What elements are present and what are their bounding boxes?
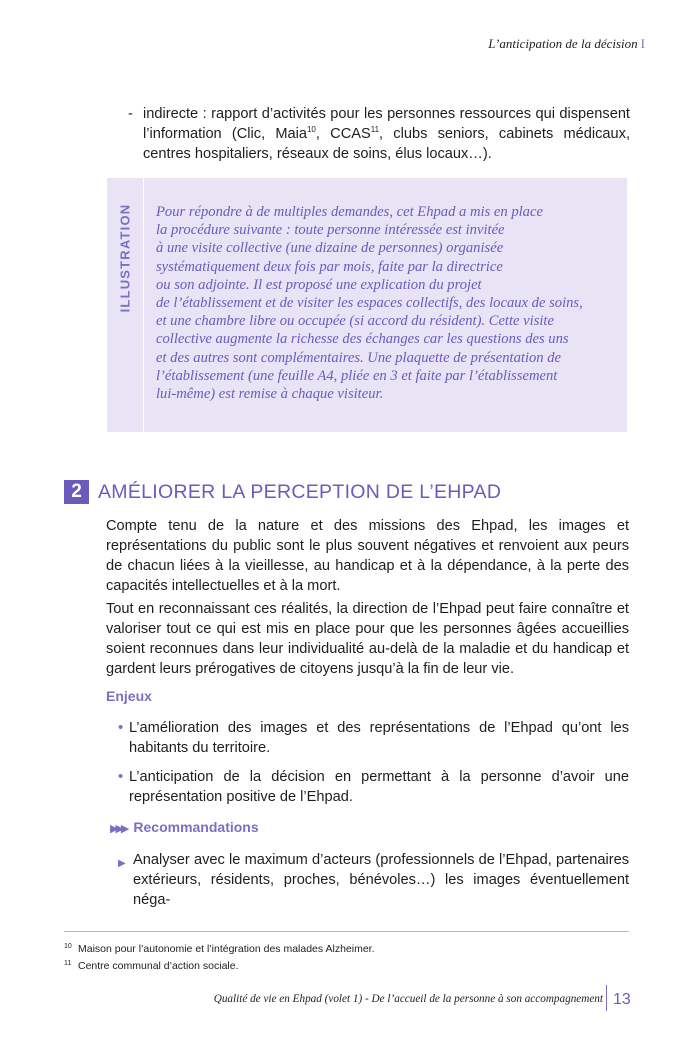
dash-text-part: indirecte : rapport d’activités pour les personnes ressources qui dispensent l’information (Clic, Maia (143, 106, 630, 142)
bullet-text: L’anticipation de la décision en permettant à la personne d’avoir une représentation positive de l’Ehpad. (129, 769, 629, 805)
bullet-text: L’amélioration des images et des représentations de l’Ehpad qu’ont les habitants du territoire. (129, 720, 629, 756)
running-header (488, 36, 645, 52)
bullet-item (118, 718, 629, 758)
dash-item-text (143, 104, 630, 164)
footnote (64, 943, 375, 955)
running-header-marker: I (640, 36, 645, 51)
recommendation-text: Analyser avec le maximum d’acteurs (professionnels de l’Ehpad, partenaires extérieurs, résidents, proches, bénévoles…) les images éventuellement néga- (133, 852, 629, 908)
illustration-label: ILLUSTRATION (117, 203, 133, 313)
bullet-icon: • (118, 719, 124, 736)
bullet-icon: • (118, 768, 124, 785)
recommendation-item (118, 850, 629, 910)
triple-arrow-icon: ▶▶▶ (110, 823, 127, 835)
section-number-badge: 2 (64, 480, 89, 504)
triangle-arrow-icon: ▶ (118, 858, 126, 869)
running-header-title: L’anticipation de la décision (488, 36, 638, 51)
footnote-ref[interactable]: 10 (306, 125, 316, 135)
footnote-divider (64, 931, 629, 932)
footnote-text: Maison pour l’autonomie et l’intégration des malades Alzheimer. (78, 943, 375, 955)
dash-text-part: , clubs seniors, cabinets médicaux, centres hospitaliers, réseaux de soins, élus locaux…). (143, 126, 631, 162)
dash-list-item (128, 104, 630, 164)
footnote-number: 10 (64, 943, 72, 950)
footnote-text: Centre communal d’action sociale. (78, 960, 239, 972)
page-number: 13 (613, 991, 631, 1008)
body-paragraph: Compte tenu de la nature et des missions des Ehpad, les images et représentations du public sont le plus souvent négatives et renvoient aux peurs de chacun liées à la vieillesse, au handicap et à la dépendance, à la perte des capacités intellectuelles et à la mort. (106, 518, 629, 594)
body-paragraph: Tout en reconnaissant ces réalités, la direction de l’Ehpad peut faire connaître et valoriser tout ce qui est mis en place pour que les personnes âgées accueillies soient reconnues dans leur individualité au-delà de la maladie et du handicap et gardent leurs prérogatives de citoyens jusqu’à la fin de leur vie. (106, 601, 629, 677)
footnote-number: 11 (64, 960, 72, 967)
recommandations-heading (110, 819, 259, 835)
illustration-box (107, 178, 627, 432)
recommandations-label: Recommandations (133, 819, 259, 835)
footer-publication-title: Qualité de vie en Ehpad (volet 1) - De l’accueil de la personne à son accompagnement (213, 993, 603, 1005)
bullet-item (118, 767, 629, 807)
footnote-ref[interactable]: 11 (370, 125, 380, 135)
illustration-side-band (107, 178, 144, 432)
section-title: AMÉLIORER LA PERCEPTION DE L’EHPAD (98, 481, 502, 503)
illustration-text: Pour répondre à de multiples demandes, cet Ehpad a mis en place la procédure suivante : toute personne intéressée est invitée à une visite collective (une dizaine de personnes) organisée systématiquement deux fois par mois, faite par la directrice ou son adjointe. Il est proposé une explication du projet de l’établissement et de visiter les espaces collectifs, des locaux de soins, et une chambre libre ou occupée (si accord du résident). Cette visite collective augmente la richesse des échanges car les questions des uns et des autres sont complémentaires. Une plaquette de présentation de l’établissement (une feuille A4, pliée en 3 et faite par l’établissement lui-même) est remise à chaque visiteur. (156, 204, 583, 403)
enjeux-heading: Enjeux (106, 688, 152, 704)
dash-text-part: , CCAS (315, 126, 371, 142)
dash-marker: - (128, 106, 133, 122)
footnote (64, 960, 239, 972)
footer-divider (606, 985, 607, 1011)
